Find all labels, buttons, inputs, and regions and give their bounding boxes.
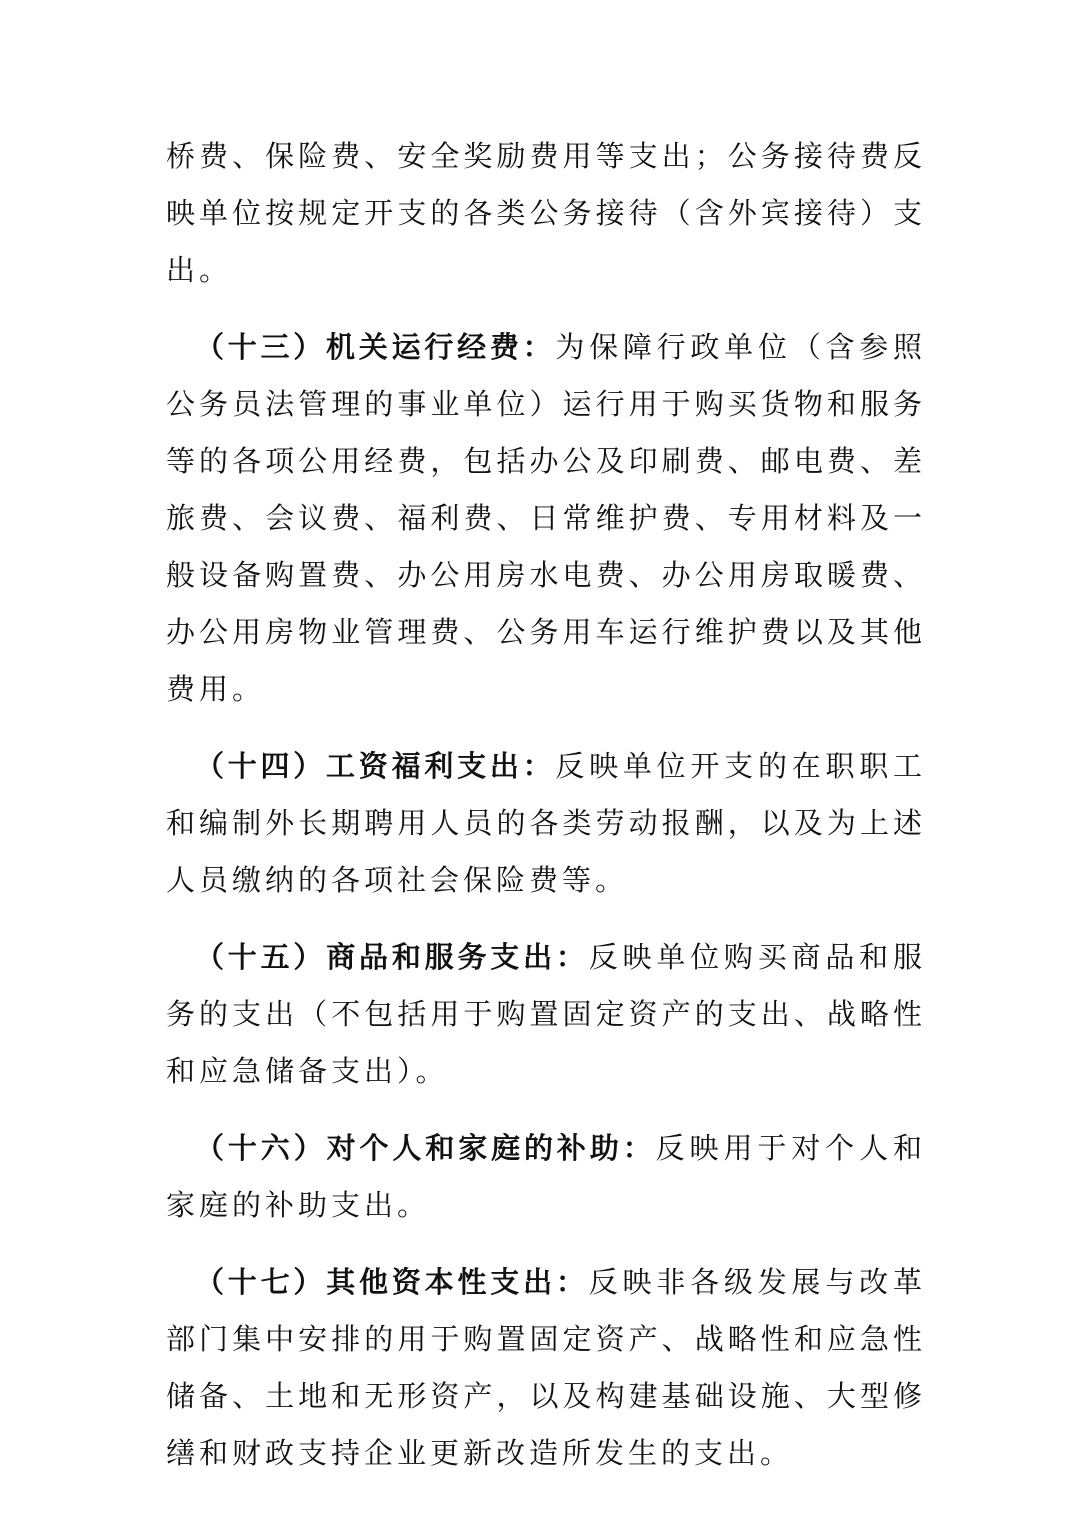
paragraph-text: 反映单位开支的在职职工和编制外长期聘用人员的各类劳动报酬，以及为上述人员缴纳的各项社会保险费等。 <box>166 749 926 897</box>
paragraph-text: 反映单位购买商品和服务的支出（不包括用于购置固定资产的支出、战略性和应急储备支出）。 <box>166 940 926 1088</box>
paragraph-text: 桥费、保险费、安全奖励费用等支出；公务接待费反映单位按规定开支的各类公务接待（含外宾接待）支出。 <box>166 139 926 287</box>
paragraph-heading: （十三）机关运行经费： <box>195 330 556 364</box>
paragraph-text: 反映非各级发展与改革部门集中安排的用于购置固定资产、战略性和应急性储备、土地和无形资产，以及构建基础设施、大型修缮和财政支持企业更新改造所发生的支出。 <box>166 1265 926 1470</box>
paragraph-heading: （十五）商品和服务支出： <box>195 940 589 974</box>
paragraph-heading: （十六）对个人和家庭的补助： <box>195 1131 656 1165</box>
paragraph-15 <box>166 929 926 1100</box>
document-body <box>166 128 926 1502</box>
paragraph-13 <box>166 319 926 718</box>
paragraph-17 <box>166 1254 926 1482</box>
paragraph-heading: （十四）工资福利支出： <box>195 749 556 783</box>
paragraph-text: 为保障行政单位（含参照公务员法管理的事业单位）运行用于购买货物和服务等的各项公用经费，包括办公及印刷费、邮电费、差旅费、会议费、福利费、日常维护费、专用材料及一般设备购置费、办公用房水电费、办公用房取暖费、办公用房物业管理费、公务用车运行维护费以及其他费用。 <box>166 330 926 706</box>
paragraph-continuation <box>166 128 926 299</box>
paragraph-16 <box>166 1120 926 1234</box>
paragraph-heading: （十七）其他资本性支出： <box>195 1265 589 1299</box>
paragraph-text: 反映用于对个人和家庭的补助支出。 <box>166 1131 926 1222</box>
paragraph-14 <box>166 738 926 909</box>
